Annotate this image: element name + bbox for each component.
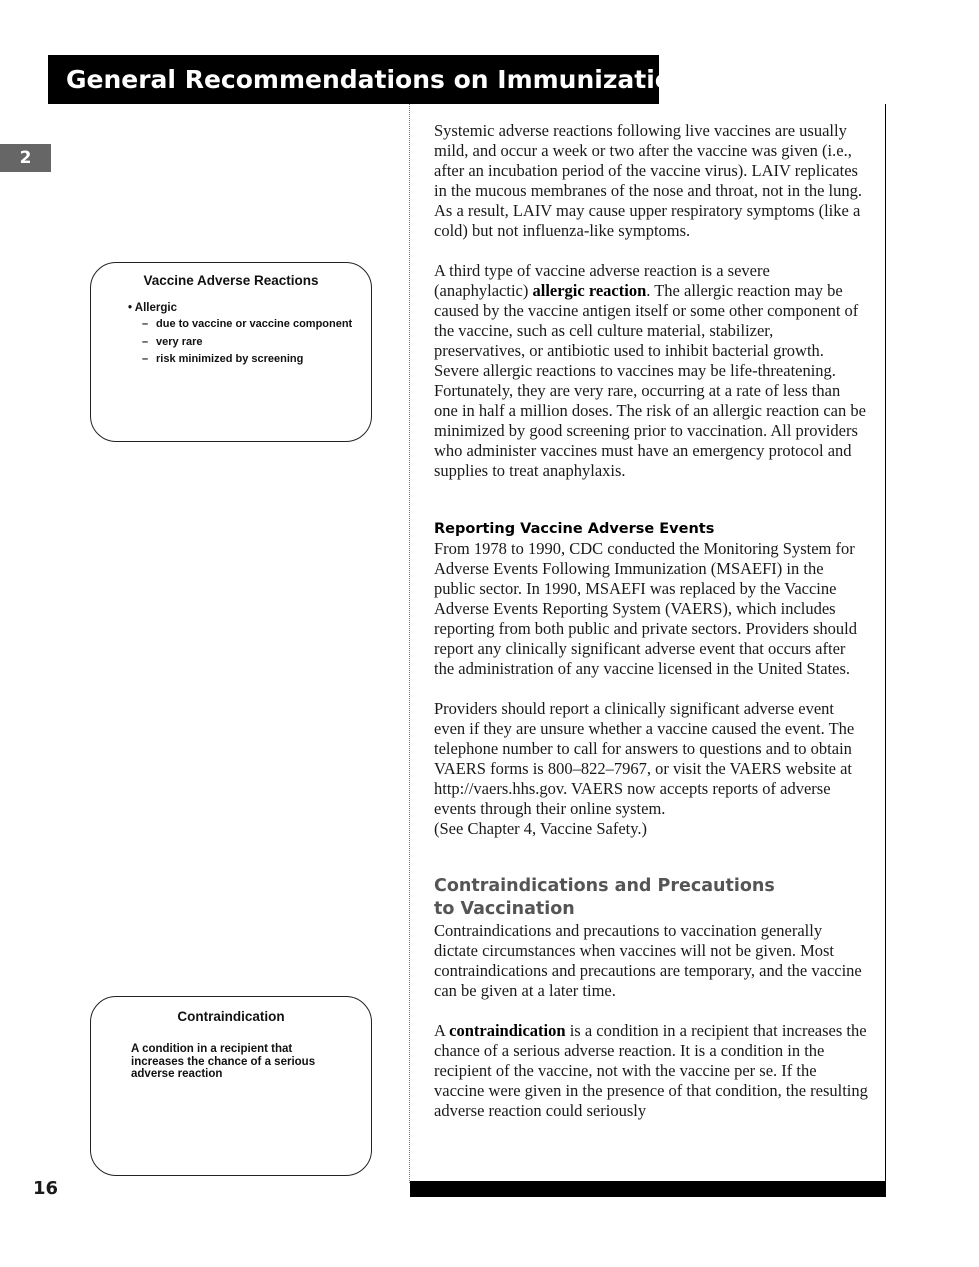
chapter-tab: 2 <box>0 144 51 172</box>
paragraph: From 1978 to 1990, CDC conducted the Monitoring System for Adverse Events Following Immunization (MSAEFI) in the public sector. In 1990, MSAEFI was replaced by the Vaccine Adverse Events Reporting System (VAERS), which includes reporting from both public and private sectors. Providers should report any clinically significant adverse event that occurs after the administration of any vaccine licensed in the United States. <box>434 539 857 678</box>
slide-contraindication <box>90 996 372 1176</box>
paragraph-see-also: (See Chapter 4, Vaccine Safety.) <box>434 819 648 838</box>
main-text <box>434 121 868 1121</box>
paragraph: Systemic adverse reactions following live vaccines are usually mild, and occur a week or two after the vaccine was given (i.e., after an incubation period of the vaccine virus). LAIV replicates in the mucous membranes of the nose and throat, not in the lung. As a result, LAIV may cause upper respiratory symptoms (like a cold) but not influenza-like symptoms. <box>434 121 862 240</box>
slide-sub-item: – risk minimized by screening <box>142 353 304 365</box>
slide-body: A condition in a recipient that increases the chance of a serious adverse reaction <box>131 1043 316 1080</box>
chapter-header <box>48 55 690 104</box>
slide-sub-list <box>142 319 371 366</box>
chapter-title: General Recommendations on Immunization <box>66 65 690 94</box>
slide-sub-item: – due to vaccine or vaccine component <box>142 318 353 330</box>
slide-vaccine-adverse-reactions <box>90 262 372 442</box>
section-heading-contraindications: Contraindications and Precautions to Vaccination <box>434 876 775 919</box>
slide-sub-item: – very rare <box>142 335 203 348</box>
bottom-rule <box>410 1181 886 1197</box>
paragraph: Providers should report a clinically significant adverse event even if they are unsure whether a vaccine caused the event. The telephone number to call for answers to questions and to obtain VAERS forms is 800–822–7967, or visit the VAERS website at http://vaers.hhs.gov. VAERS now accepts reports of adverse events through their online system. <box>434 699 855 818</box>
paragraph: A third type of vaccine adverse reaction is a severe (anaphylactic) allergic reaction. The allergic reaction may be caused by the vaccine antigen itself or some other component of the vaccine, such as cell culture material, stabilizer, preservatives, or antibiotic used to inhibit bacterial growth. Severe allergic reactions to vaccines may be life-threatening. Fortunately, they are very rare, occurring at a rate of less than one in half a million doses. The risk of an allergic reaction can be minimized by good screening prior to vaccination. All providers who administer vaccines must have an emergency protocol and supplies to treat anaphylaxis. <box>434 261 866 480</box>
term-contraindication: contraindication <box>449 1021 566 1040</box>
slide-title: Vaccine Adverse Reactions <box>143 273 319 288</box>
slide-bullet: • Allergic <box>128 302 177 314</box>
paragraph: Contraindications and precautions to vaccination generally dictate circumstances when vaccines will not be given. Most contraindications and precautions are temporary, and the vaccine can be given at a later time. <box>434 921 862 1000</box>
paragraph: A contraindication is a condition in a recipient that increases the chance of a serious adverse reaction. It is a condition in the recipient of the vaccine, not with the vaccine per se. If the vaccine were given in the presence of that condition, the resulting adverse reaction could seriously <box>434 1021 868 1120</box>
term-allergic-reaction: allergic reaction <box>532 281 647 300</box>
section-heading-reporting: Reporting Vaccine Adverse Events <box>434 521 715 537</box>
page-number: 16 <box>33 1178 59 1199</box>
slide-title: Contraindication <box>177 1009 285 1024</box>
